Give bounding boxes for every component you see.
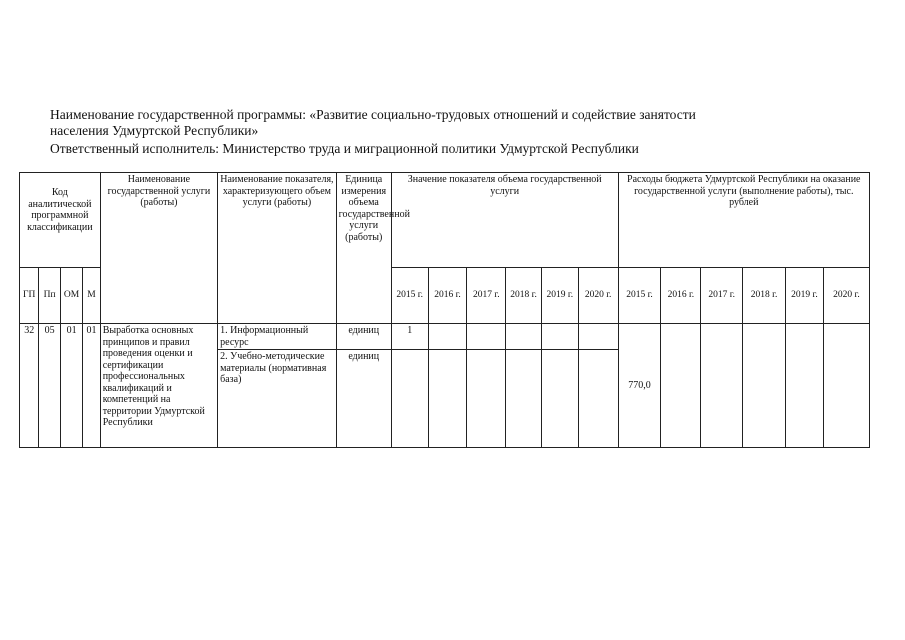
row-gp: 32 [20, 324, 39, 448]
indicator-2-value-2020 [578, 350, 618, 448]
indicator-name-1: 1. Информационный ресурс [218, 324, 337, 350]
budget-year-2015: 2015 г. [618, 268, 661, 324]
code-sub-pp: Пп [39, 268, 60, 324]
responsible-executor: Ответственный исполнитель: Министерство труда и миграционной политики Удмуртской Республики [50, 141, 639, 156]
budget-year-2017: 2017 г. [701, 268, 743, 324]
indicator-2-value-2018 [506, 350, 542, 448]
budget-year-2016: 2016 г. [661, 268, 701, 324]
volume-year-2020: 2020 г. [578, 268, 618, 324]
indicator-1-value-2020 [578, 324, 618, 350]
header-budget: Расходы бюджета Удмуртской Республики на оказание государственной услуги (выполнение работы), тыс. рублей [618, 173, 869, 268]
row-m: 01 [83, 324, 100, 448]
code-sub-om: ОМ [60, 268, 82, 324]
budget-value-2016 [661, 324, 701, 448]
budget-year-2018: 2018 г. [743, 268, 786, 324]
row-om: 01 [60, 324, 82, 448]
volume-year-2015: 2015 г. [391, 268, 428, 324]
budget-value-2020 [823, 324, 869, 448]
services-table [19, 172, 870, 448]
header-indicator: Наименование показателя, характеризующего объем услуги (работы) [218, 173, 337, 324]
indicator-2-value-2017 [467, 350, 506, 448]
budget-value-2019 [786, 324, 824, 448]
indicator-2-value-2015 [391, 350, 428, 448]
budget-value-2015: 770,0 [618, 324, 661, 448]
indicator-1-value-2016 [428, 324, 467, 350]
indicator-1-value-2018 [506, 324, 542, 350]
document-heading [50, 107, 870, 157]
indicator-2-value-2016 [428, 350, 467, 448]
indicator-1-value-2015: 1 [391, 324, 428, 350]
indicator-1-value-2019 [541, 324, 578, 350]
volume-year-2019: 2019 г. [541, 268, 578, 324]
code-sub-gp: ГП [20, 268, 39, 324]
volume-year-2017: 2017 г. [467, 268, 506, 324]
program-name-line-1: Наименование государственной программы: «Развитие социально-трудовых отношений и содействие занятости [50, 107, 696, 122]
volume-year-2018: 2018 г. [506, 268, 542, 324]
header-volume: Значение показателя объема государственной услуги [391, 173, 618, 268]
indicator-name-2: 2. Учебно-методические материалы (нормативная база) [218, 350, 337, 448]
header-service: Наименование государственной услуги (работы) [100, 173, 217, 324]
indicator-unit-1: единиц [336, 324, 391, 350]
header-code: Код аналитической программной классификации [20, 173, 101, 268]
indicator-1-value-2017 [467, 324, 506, 350]
table-row [20, 324, 870, 350]
program-name-line-2: населения Удмуртской Республики» [50, 123, 259, 138]
header-unit: Единица измерения объема государственной услуги (работы) [336, 173, 391, 324]
budget-year-2019: 2019 г. [786, 268, 824, 324]
indicator-unit-2: единиц [336, 350, 391, 448]
indicator-2-value-2019 [541, 350, 578, 448]
code-sub-m: М [83, 268, 100, 324]
budget-year-2020: 2020 г. [823, 268, 869, 324]
volume-year-2016: 2016 г. [428, 268, 467, 324]
row-service-name: Выработка основных принципов и правил проведения оценки и сертификации профессиональных квалификаций и компетенций на территории Удмуртской Республики [100, 324, 217, 448]
budget-value-2017 [701, 324, 743, 448]
row-pp: 05 [39, 324, 60, 448]
budget-value-2018 [743, 324, 786, 448]
